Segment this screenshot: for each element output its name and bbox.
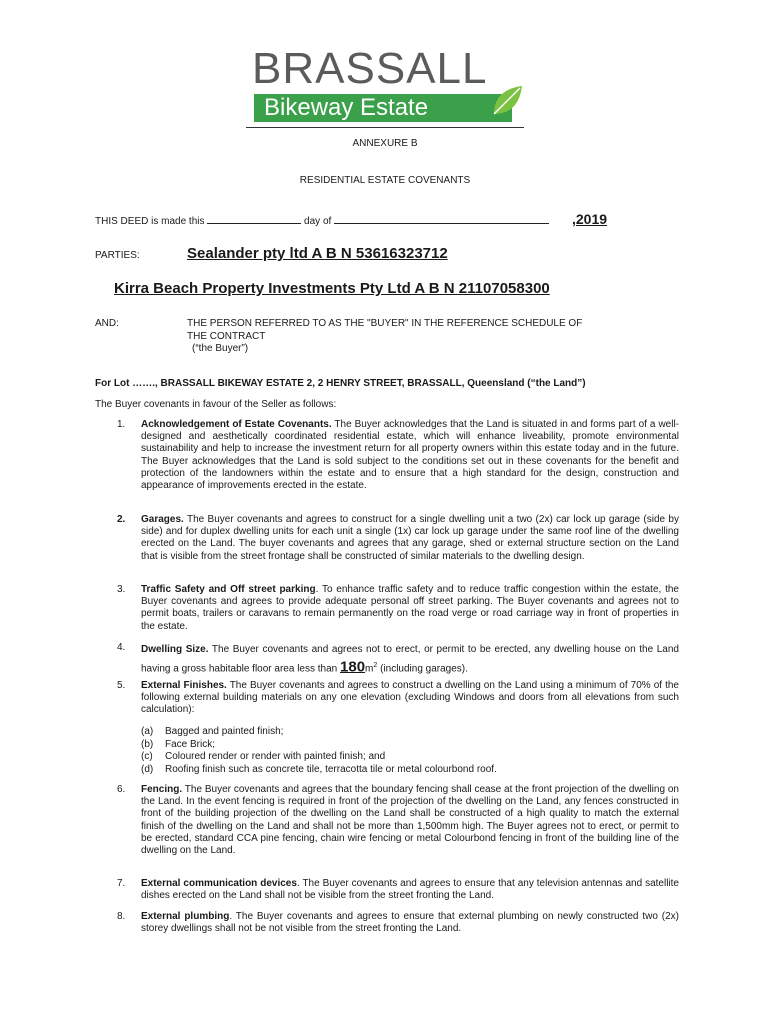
covenant-4-text-a: The Buyer covenants and agrees not to erect, or permit to be erected, any dwelling house on the Land having a gross habitable floor area less than <box>141 644 679 675</box>
covenant-1-text: The Buyer acknowledges that the Land is situated in and forms part of a well-designed and aesthetically coordinated residential estate, which will enhance liveability, promote environmental sustainability and help to increase the investment return for all property owners within this estate today and in the future. The Buyer acknowledges that the Land is sold subject to the conditions set out in these covenants for the benefit and protection of the landowners within the estate and to ensure that a high standard for the design, construction and appearance of improvements erected in the estate. <box>141 419 679 492</box>
covenant-4-heading: Dwelling Size. <box>141 644 209 655</box>
covenant-2-text: The Buyer covenants and agrees to construct for a single dwelling unit a two (2x) car lock up garage (side by side) and for duplex dwelling units for each unit a single (1x) car lock up garage under the same roof line of the dwelling erected on the Land. The buyer covenants and agrees that any garage, shed or external structure section on the Land that is visible from the street frontage shall be constructed of similar materials to the dwelling design. <box>141 514 679 562</box>
logo-tagline: Bikeway Estate <box>264 94 429 121</box>
finish-c-label: (c) <box>141 751 153 762</box>
covenant-4-area: 180 <box>340 658 366 676</box>
finish-b-text: Face Brick; <box>165 739 216 750</box>
party-1: Sealander pty ltd A B N 53616323712 <box>187 245 448 262</box>
finish-a-text: Bagged and painted finish; <box>165 726 284 737</box>
covenant-1-number: 1. <box>117 419 126 430</box>
covenant-1 <box>141 419 679 492</box>
covenant-4-sup: 2 <box>373 662 378 669</box>
covenant-4-unit: m <box>365 663 374 675</box>
deed-month-blank <box>334 214 549 224</box>
and-description <box>187 318 582 356</box>
deed-line <box>95 214 549 227</box>
party-2-name: Kirra Beach Property Investments Pty Ltd A B N 21107058300 <box>114 280 550 297</box>
intro-text: The Buyer covenants in favour of the Seller as follows: <box>95 399 337 410</box>
covenant-5-heading: External Finishes. <box>141 680 227 691</box>
and-label: AND: <box>95 318 119 329</box>
logo-brassall: BRASSALL <box>252 44 488 93</box>
covenant-4 <box>141 642 679 677</box>
covenant-3-heading: Traffic Safety and Off street parking <box>141 584 316 595</box>
party-2 <box>95 280 550 297</box>
covenant-7 <box>141 878 679 902</box>
covenant-6-number: 6. <box>117 784 126 795</box>
finish-a-label: (a) <box>141 726 154 737</box>
deed-day-of: day of <box>304 216 332 227</box>
covenant-6-heading: Fencing. <box>141 784 183 795</box>
logo-divider <box>246 127 524 128</box>
covenant-1-heading: Acknowledgement of Estate Covenants. <box>141 419 332 430</box>
and-line-3: (“the Buyer”) <box>192 343 249 354</box>
covenant-2-number: 2. <box>117 514 126 525</box>
covenant-5-text: The Buyer covenants and agrees to construct a dwelling on the Land using a minimum of 70% of the following external building materials on any one elevation (excluding Windows and doors from all elevations from such calculation): <box>141 680 679 716</box>
parties-label: PARTIES: <box>95 250 140 261</box>
covenant-3-number: 3. <box>117 584 126 595</box>
covenant-8-number: 8. <box>117 911 126 922</box>
logo-tagline-bar <box>254 94 512 122</box>
leaf-icon <box>490 84 524 118</box>
deed-prefix: THIS DEED is made this <box>95 216 205 227</box>
deed-year: ,2019 <box>572 211 608 227</box>
finish-d-label: (d) <box>141 764 154 775</box>
finish-d-text: Roofing finish such as concrete tile, terracotta tile or metal colourbond roof. <box>165 764 497 775</box>
finish-b-label: (b) <box>141 739 154 750</box>
covenant-4-text-b: (including garages). <box>377 663 468 675</box>
finish-c-text: Coloured render or render with painted finish; and <box>165 751 386 762</box>
covenant-2 <box>141 514 679 563</box>
and-line-2: THE CONTRACT <box>187 330 266 342</box>
lot-line: For Lot ……., BRASSALL BIKEWAY ESTATE 2, 2 HENRY STREET, BRASSALL, Queensland (“the Land”) <box>95 378 586 389</box>
deed-day-blank <box>207 214 301 224</box>
covenant-2-heading: Garages. <box>141 514 184 525</box>
and-line-1: THE PERSON REFERRED TO AS THE "BUYER" IN THE REFERENCE SCHEDULE OF <box>187 318 583 329</box>
covenant-7-heading: External communication devices <box>141 878 297 889</box>
covenant-4-number: 4. <box>117 642 126 653</box>
covenant-8-heading: External plumbing <box>141 911 230 922</box>
covenant-6 <box>141 784 679 857</box>
document-title: RESIDENTIAL ESTATE COVENANTS <box>299 175 471 186</box>
covenant-7-number: 7. <box>117 878 126 889</box>
covenant-3-text: . To enhance traffic safety and to reduce traffic congestion within the estate, the Buyer covenants and agrees to provide adequate personal off street parking. The Buyer covenants and agrees not to permit boats, trailers or caravans to remain permanently on the road verge or road carriage way in front of properties in the estate. <box>141 584 679 632</box>
covenant-6-text: The Buyer covenants and agrees that the boundary fencing shall cease at the front projection of the dwelling on the Land. In the event fencing is required in front of the projection of the dwelling on the Land, any fences constructed in front of the building projection of the dwelling on the Land shall be constructed of a high quality to match the external finish of the dwelling on the Land and shall not be more than 1,500mm high. The Buyer agrees not to erect, or permit to be erected, standard CCA pine fencing, chain wire fencing or metal Colourbond fencing in front of the building line of the dwelling on the Land. <box>141 784 679 857</box>
covenant-5-number: 5. <box>117 680 126 691</box>
covenant-7-text: . The Buyer covenants and agrees to ensure that any television antennas and satellite dishes erected on the Land shall not be visible from the street fronting the Land. <box>141 878 679 902</box>
covenant-8 <box>141 911 679 935</box>
annexure-heading: ANNEXURE B <box>352 138 418 149</box>
covenant-8-text: . The Buyer covenants and agrees to ensure that external plumbing on newly constructed two (2x) storey dwellings shall not be not visible from the street fronting the Land. <box>141 911 679 935</box>
covenant-3 <box>141 584 679 633</box>
covenant-5 <box>141 680 679 717</box>
